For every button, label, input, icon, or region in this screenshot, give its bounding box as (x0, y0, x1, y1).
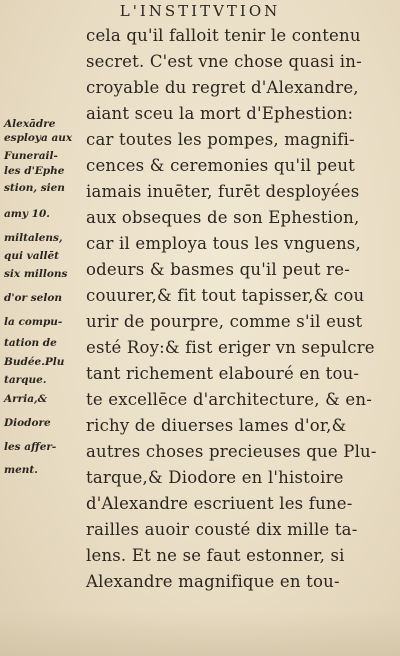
text-line: car il employa tous les vnguens, (86, 234, 361, 253)
text-line: iamais inuēter, furēt desployées (86, 182, 360, 201)
text-line: esté Roy:& fist eriger vn sepulcre (86, 338, 375, 357)
margin-note-line: d'or selon (4, 292, 62, 304)
margin-note-line: Diodore (4, 417, 51, 429)
text-line: tant richement elabouré en tou- (86, 364, 360, 383)
text-line: te excellēce d'architecture, & en- (86, 390, 372, 409)
text-line: Alexandre magnifique en tou- (86, 572, 340, 591)
text-line: urir de pourpre, comme s'il eust (86, 312, 363, 331)
text-line: cences & ceremonies qu'il peut (86, 156, 356, 175)
margin-note-line: six millons (4, 268, 68, 280)
page-bottom-shade (0, 610, 400, 656)
text-line: secret. C'est vne chose quasi in- (86, 52, 362, 71)
text-line: autres choses precieuses que Plu- (86, 442, 377, 461)
text-line: richy de diuerses lames d'or,& (86, 416, 347, 435)
text-line: car toutes les pompes, magnifi- (86, 130, 355, 149)
margin-note-line: tation de (4, 337, 57, 349)
margin-note-line: miltalens, (4, 232, 63, 244)
margin-note-line: les d'Ephe (4, 165, 65, 177)
margin-note-line: esploya aux (4, 132, 73, 144)
text-line: aux obseques de son Ephestion, (86, 208, 360, 227)
text-line: tarque,& Diodore en l'histoire (86, 468, 344, 487)
text-line: croyable du regret d'Alexandre, (86, 78, 359, 97)
margin-note-line: la compu- (4, 316, 63, 328)
text-line: lens. Et ne se faut estonner, si (86, 546, 345, 565)
text-line: d'Alexandre escriuent les fune- (86, 494, 353, 513)
running-head: L'INSTITVTION (119, 2, 281, 20)
text-line: couurer,& fit tout tapisser,& cou (86, 286, 365, 305)
margin-note-line: Funerail- (4, 150, 58, 162)
margin-note-line: Budée.Plu (4, 356, 65, 368)
margin-note-line: tarque. (4, 374, 47, 386)
margin-note-line: ment. (4, 464, 38, 476)
margin-note-line: qui vallēt (4, 250, 60, 262)
text-line: aiant sceu la mort d'Ephestion: (86, 104, 354, 123)
margin-note-line: les affer- (4, 441, 57, 453)
margin-note-line: Arria,& (4, 393, 48, 405)
margin-note-line: Alexādre (4, 118, 56, 130)
margin-note-line: stion, sien (4, 182, 65, 194)
text-line: odeurs & basmes qu'il peut re- (86, 260, 350, 279)
margin-note-line: amy 10. (4, 208, 50, 220)
text-line: cela qu'il falloit tenir le contenu (86, 26, 361, 45)
text-line: railles auoir cousté dix mille ta- (86, 520, 358, 539)
